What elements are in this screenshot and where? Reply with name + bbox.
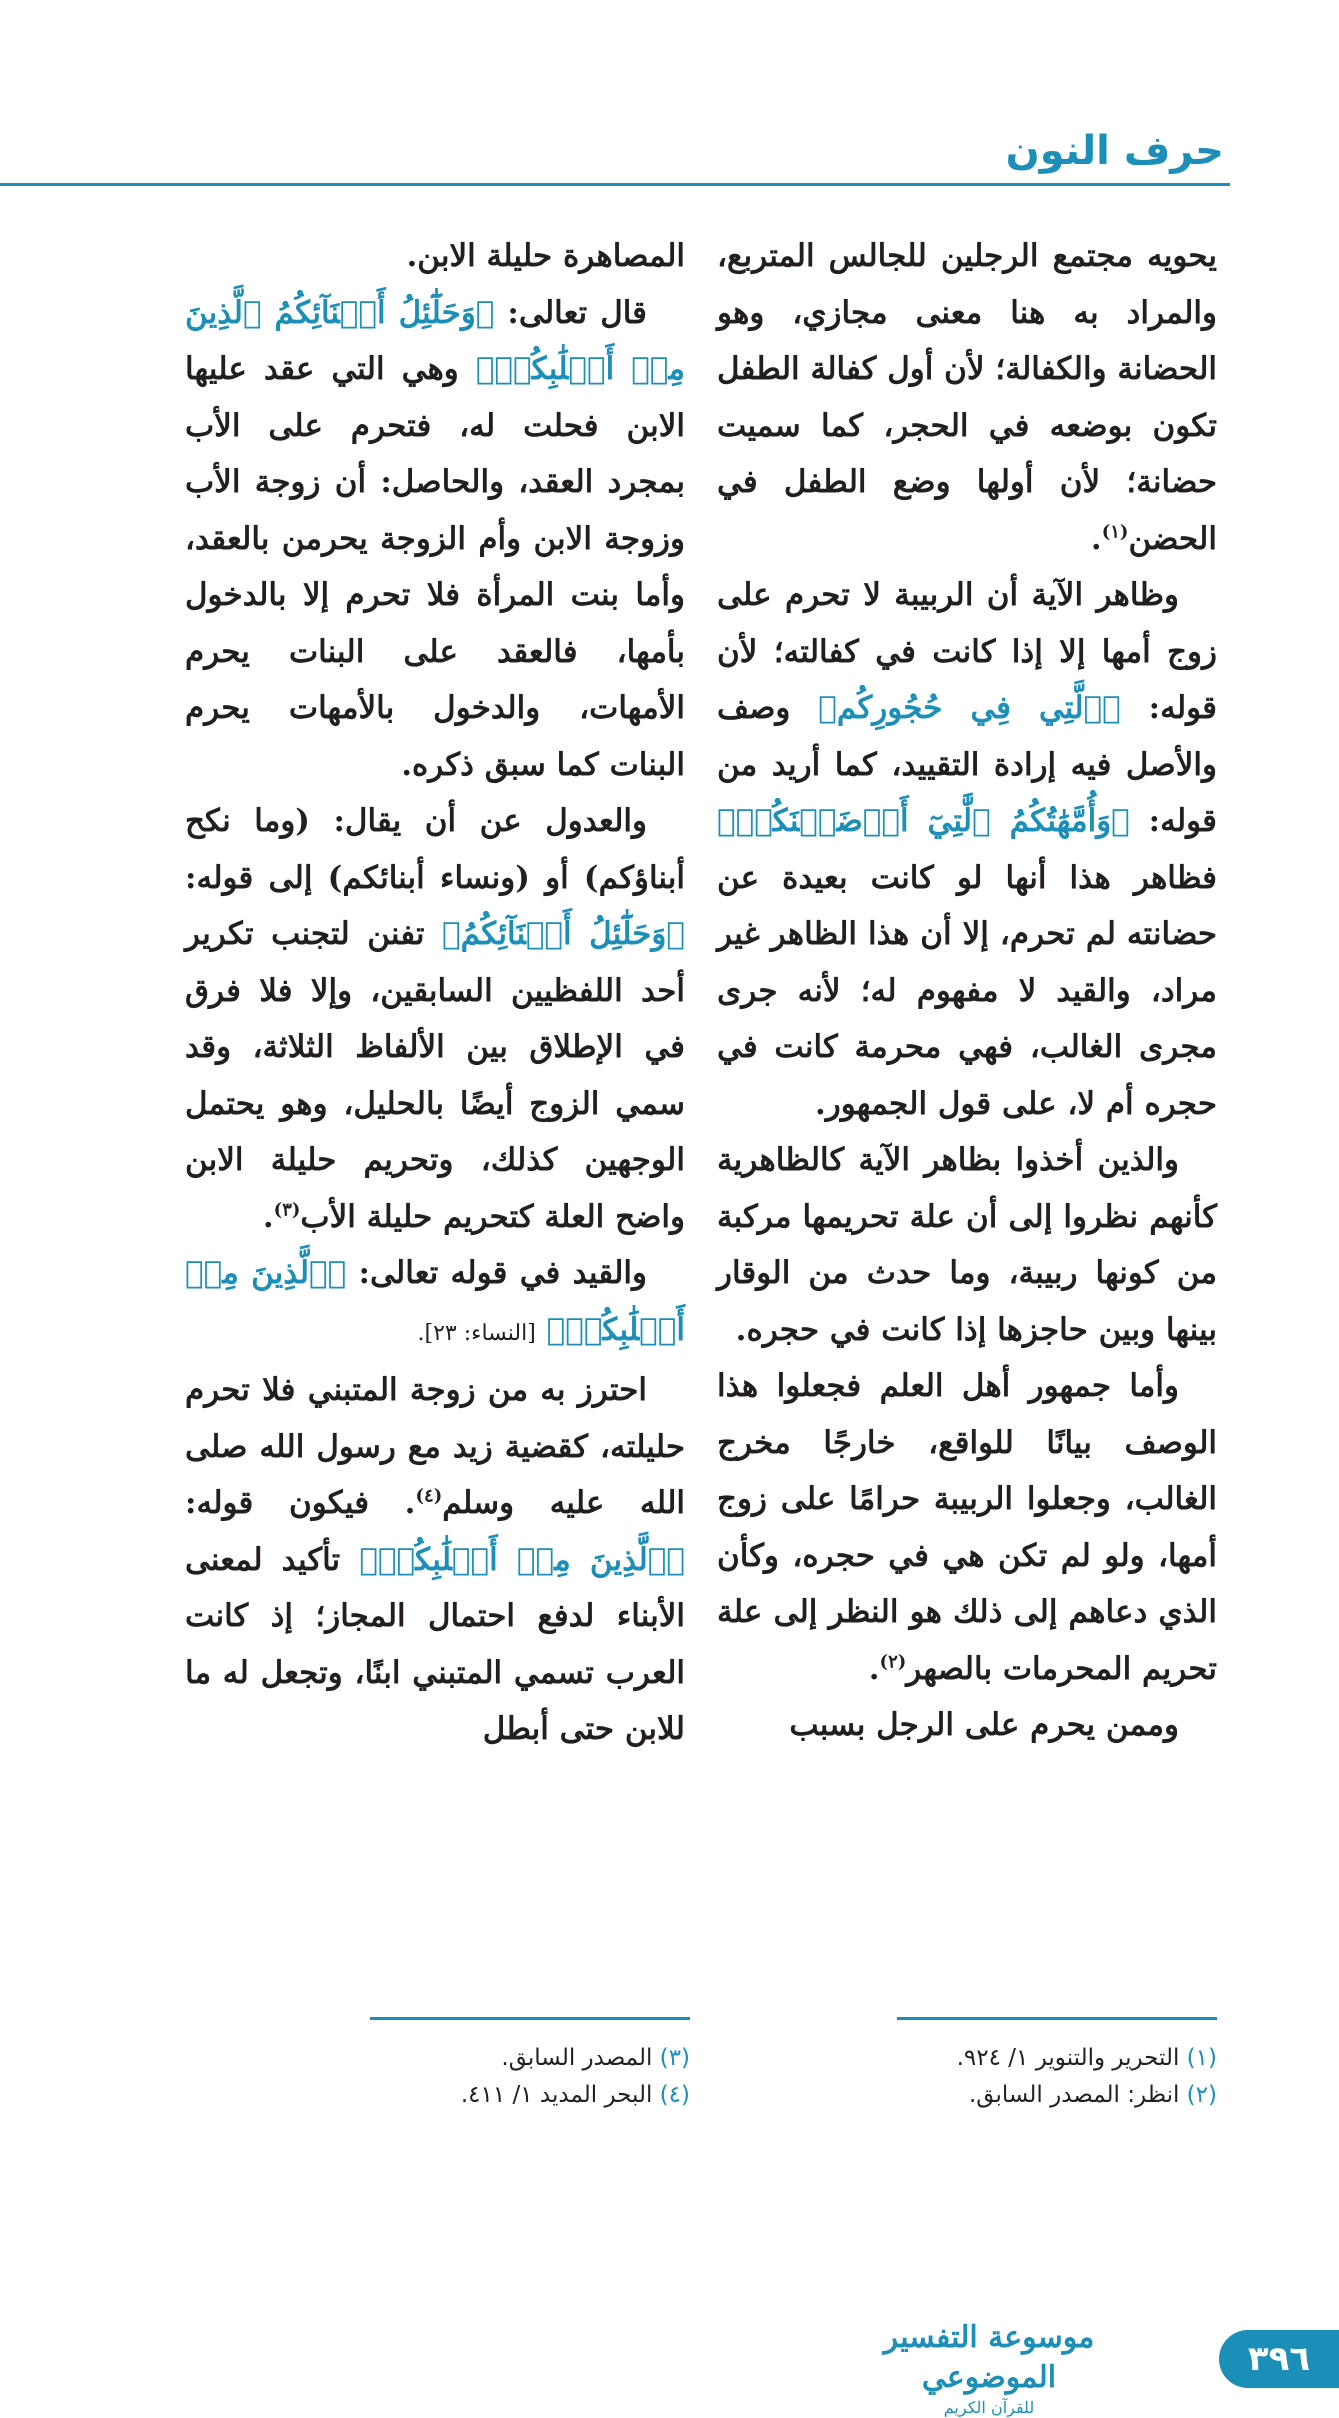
logo-title: موسوعة التفسير الموضوعي [883, 2320, 1095, 2395]
logo-subtitle: للقرآن الكريم [943, 2398, 1035, 2417]
paragraph: والذين أخذوا بظاهر الآية كالظاهرية كأنهم نظروا إلى أن علة تحريمها مركبة من كونها ربيبة، وما حدث من الوقار بينها وبين حاجزها إذا كانت في حجره. [717, 1142, 1217, 1348]
footnote [370, 2040, 690, 2077]
left-text-column [185, 228, 685, 1758]
quran-quote: ﴿وَحَلَٰٓئِلُ أَبۡنَآئِكُمُ ٱلَّذِينَ مِنۡ أَصۡلَٰبِكُمۡ﴾ [185, 294, 686, 387]
paragraph [185, 285, 685, 794]
page-number: ٣٩٦ [1219, 2330, 1339, 2388]
paragraph: يحويه مجتمع الرجلين للجالس المتربع، والمراد به هنا معنى مجازي، وهو الحضانة والكفالة؛ لأن أول كفالة الطفل تكون بوضعه في الحجر، كما سميت حضانة؛ لأن أولها وضع الطفل في الحضن$^{(١)}$. [717, 238, 1217, 557]
paragraph-text: تأكيد لمعنى الأبناء لدفع احتمال المجاز؛ إذ كانت العرب تسمي المتبني ابنًا، وتجعل له ما للابن حتى أبطل [185, 1541, 685, 1747]
paragraph-text: وظاهر الآية أن الربيبة لا تحرم على زوج أمها إلا إذا كانت في كفالته؛ لأن قوله: [717, 577, 1217, 726]
footnote-text: التحرير والتنوير ١/ ٩٢٤. [956, 2045, 1180, 2071]
footnote [897, 2077, 1217, 2114]
paragraph: المصاهرة حليلة الابن. [406, 238, 685, 274]
footnote-number: (١) [1186, 2045, 1217, 2071]
encyclopedia-logo [839, 2318, 1139, 2418]
footnote-number: (٤) [659, 2082, 690, 2108]
header-divider [0, 183, 1230, 186]
footnote-marker: (٢) [879, 1651, 907, 1673]
paragraph-text: فظاهر هذا أنها لو كانت بعيدة عن حضانته لم تحرم، إلا أن هذا الظاهر غير مراد، والقيد لا مفهوم له؛ لأنه جرى مجرى الغالب، فهي محرمة كانت في حجره أم لا، على قول الجمهور. [717, 859, 1217, 1122]
quran-quote: ﴿ٱلَّتِي فِي حُجُورِكُم﴾ [818, 690, 1121, 726]
paragraph [185, 1362, 685, 1758]
verse-reference: [النساء: ٢٣]. [417, 1320, 536, 1346]
paragraph: والعدول عن أن يقال: (وما نكح أبناؤكم) أو (ونساء أبنائكم) إلى قوله: ﴿وَحَلَٰٓئِلُ أَبۡنَآئِكُمُ﴾ تفنن لتجنب تكرير أحد اللفظيين السابقين، وإلا فلا فرق في الإطلاق بين الألفاظ الثلاثة، وقد سمي الزوج أيضًا بالحليل، وهو يحتمل الوجهين كذلك، وتحريم حليلة الابن واضح العلة كتحريم حليلة الأب$^{(٣)}$. [185, 803, 685, 1235]
footnote-number: (٣) [659, 2045, 690, 2071]
footnote-text: المصدر السابق. [501, 2045, 653, 2071]
footnote [897, 2040, 1217, 2077]
footnote-divider-right [897, 2017, 1217, 2020]
paragraph-text: . فيكون قوله: [185, 1485, 416, 1521]
quran-quote: ﴿وَحَلَٰٓئِلُ أَبۡنَآئِكُمُ﴾ [442, 916, 685, 952]
footnote-marker: (٤) [415, 1485, 443, 1507]
paragraph [185, 1245, 685, 1362]
paragraph-text: يحويه مجتمع الرجلين للجالس المتربع، والمراد به هنا معنى مجازي، وهو الحضانة والكفالة؛ لأن أول كفالة الطفل تكون بوضعه في الحجر، كما سميت حضانة؛ لأن أولها وضع الطفل في الحضن [717, 238, 1217, 557]
quran-quote: ﴿وَأُمَّهَٰتُكُمُ ٱلَّٰتِيٓ أَرۡضَعۡنَكُمۡ﴾ [717, 803, 1130, 839]
quran-quote: ﴿ٱلَّذِينَ مِنۡ أَصۡلَٰبِكُمۡ﴾ [185, 1255, 685, 1348]
chapter-title: حرف النون [1005, 128, 1224, 174]
paragraph: وممن يحرم على الرجل بسبب [789, 1707, 1179, 1743]
footnotes-left [370, 2040, 690, 2114]
paragraph [717, 567, 1217, 1132]
paragraph-text: والقيد في قوله تعالى: [358, 1255, 647, 1291]
footnote-marker: (١) [1101, 521, 1129, 543]
paragraph-text: وأما جمهور أهل العلم فجعلوا هذا الوصف بيانًا للواقع، خارجًا مخرج الغالب، وجعلوا الربيبة حرامًا على زوج أمها، ولو لم تكن هي في حجره، وكأن الذي دعاهم إلى ذلك هو النظر إلى علة تحريم المحرمات بالصهر [717, 1368, 1217, 1687]
footnote [370, 2077, 690, 2114]
paragraph-text: تفنن لتجنب تكرير أحد اللفظيين السابقين، وإلا فلا فرق في الإطلاق بين الألفاظ الثلاثة، وقد سمي الزوج أيضًا بالحليل، وهو يحتمل الوجهين كذلك، وتحريم حليلة الابن واضح العلة كتحريم حليلة الأب [185, 916, 685, 1235]
quran-quote: ﴿ٱلَّذِينَ مِنۡ أَصۡلَٰبِكُمۡ﴾ [359, 1541, 685, 1578]
footnote-text: البحر المديد ١/ ٤١١. [460, 2082, 653, 2108]
paragraph-text: قال تعالى: [507, 294, 647, 331]
paragraph-text: وهي التي عقد عليها الابن فحلت له، فتحرم على الأب بمجرد العقد، والحاصل: أن زوجة الأب وزوجة الابن وأم الزوجة يحرمن بالعقد، وأما بنت المرأة فلا تحرم إلا بالدخول بأمها، فالعقد على البنات يحرم الأمهات، والدخول بالأمهات يحرم البنات كما سبق ذكره. [185, 351, 685, 783]
footnote-number: (٢) [1186, 2082, 1217, 2108]
paragraph-text: والعدول عن أن يقال: (وما نكح أبناؤكم) أو (ونساء أبنائكم) إلى قوله: [185, 803, 685, 896]
paragraph: وأما جمهور أهل العلم فجعلوا هذا الوصف بيانًا للواقع، خارجًا مخرج الغالب، وجعلوا الربيبة حرامًا على زوج أمها، ولو لم تكن هي في حجره، وكأن الذي دعاهم إلى ذلك هو النظر إلى علة تحريم المحرمات بالصهر$^{(٢)}$. [717, 1368, 1217, 1687]
footnote-divider-left [370, 2017, 690, 2020]
paragraph-text: احترز به من زوجة المتبني فلا تحرم حليلته، كقضية زيد مع رسول الله صلى الله عليه وسلم [185, 1372, 685, 1521]
footnotes-right [897, 2040, 1217, 2114]
footnote-marker: (٣) [273, 1199, 301, 1221]
paragraph-text: وصف والأصل فيه إرادة التقييد، كما أريد من قوله: [717, 690, 1217, 839]
right-text-column [717, 228, 1217, 1754]
footnote-text: انظر: المصدر السابق. [969, 2082, 1180, 2108]
